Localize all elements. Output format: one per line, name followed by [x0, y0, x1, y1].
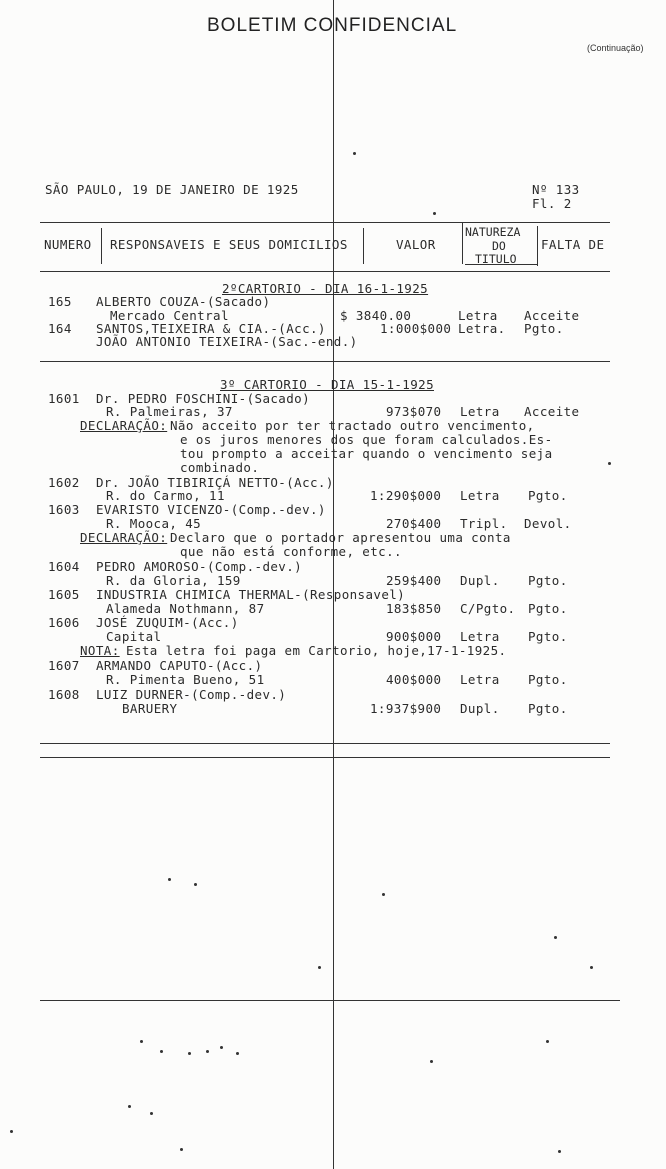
entry-address: R. do Carmo, 11 — [106, 488, 225, 503]
declaration-text: combinado. — [180, 460, 260, 475]
entry-title-type: Letra — [458, 308, 498, 323]
col-header-natureza-titulo: TITULO — [475, 252, 517, 266]
place-date: SÃO PAULO, 19 DE JANEIRO DE 1925 — [45, 182, 299, 197]
entry-value: 1:000$000 — [380, 321, 452, 336]
entry-name: EVARISTO VICENZO-(Comp.-dev.) — [96, 502, 326, 517]
scan-speck — [140, 1040, 143, 1043]
column-divider — [101, 228, 102, 264]
entry-number: 1607 — [48, 658, 80, 673]
entry-value: 183$850 — [386, 601, 442, 616]
scan-speck — [194, 883, 197, 886]
scan-speck — [150, 1112, 153, 1115]
col-header-natureza: NATUREZA — [465, 225, 521, 239]
entry-subline: JOÃO ANTONIO TEIXEIRA-(Sac.-end.) — [96, 334, 358, 349]
entry-title-type: C/Pgto. — [460, 601, 516, 616]
entry-reason: Pgto. — [528, 601, 568, 616]
column-divider — [363, 228, 364, 264]
column-divider — [462, 222, 463, 264]
entry-reason: Pgto. — [528, 573, 568, 588]
declaration-text: Não acceito por ter tractado outro vencimento, — [170, 418, 535, 433]
declaration-text: Declaro que o portador apresentou uma conta — [170, 530, 511, 545]
entry-value: 259$400 — [386, 573, 442, 588]
declaration-label: DECLARAÇÃO: — [80, 530, 168, 545]
entry-address: R. Pimenta Bueno, 51 — [106, 672, 265, 687]
entry-title-type: Dupl. — [460, 573, 500, 588]
table-bottom-rule — [40, 757, 610, 758]
scan-speck — [160, 1050, 163, 1053]
scan-speck — [554, 936, 557, 939]
entry-reason: Pgto. — [528, 701, 568, 716]
declaration-text: que não está conforme, etc.. — [180, 544, 402, 559]
scan-speck — [608, 462, 611, 465]
scan-speck — [180, 1148, 183, 1151]
scan-speck — [10, 1130, 13, 1133]
col-header-natureza-do: DO — [492, 239, 506, 253]
scan-speck — [353, 152, 356, 155]
entry-number: 1601 — [48, 391, 80, 406]
sheet-number: Fl. 2 — [532, 196, 572, 211]
scan-speck — [318, 966, 321, 969]
entry-name: PEDRO AMOROSO-(Comp.-dev.) — [96, 559, 303, 574]
col-header-numero: NUMERO — [44, 237, 92, 252]
section-separator — [40, 361, 610, 362]
scan-speck — [220, 1046, 223, 1049]
section-heading: 3º CARTORIO - DIA 15-1-1925 — [220, 377, 434, 392]
entry-name: JOSÉ ZUQUIM-(Acc.) — [96, 615, 239, 630]
scan-speck — [590, 966, 593, 969]
scan-speck — [382, 893, 385, 896]
entry-number: 1605 — [48, 587, 80, 602]
scan-speck — [236, 1052, 239, 1055]
entry-value: 1:290$000 — [370, 488, 442, 503]
entry-title-type: Letra. — [458, 321, 506, 336]
scan-speck — [128, 1105, 131, 1108]
entry-name: SANTOS,TEIXEIRA & CIA.-(Acc.) — [96, 321, 326, 336]
bulletin-number: Nº 133 — [532, 182, 580, 197]
entry-address: R. Mooca, 45 — [106, 516, 202, 531]
entry-value: $ 3840.00 — [340, 308, 412, 323]
entry-address: Capital — [106, 629, 162, 644]
entry-name: LUIZ DURNER-(Comp.-dev.) — [96, 687, 287, 702]
entry-value: 900$000 — [386, 629, 442, 644]
entry-number: 1604 — [48, 559, 80, 574]
scan-speck — [188, 1052, 191, 1055]
entry-reason: Pgto. — [528, 488, 568, 503]
entry-name: Dr. JOÃO TIBIRIÇÁ NETTO-(Acc.) — [96, 475, 334, 490]
entry-value: 1:937$900 — [370, 701, 442, 716]
table-top-rule — [40, 222, 610, 223]
scan-speck — [168, 878, 171, 881]
entry-value: 270$400 — [386, 516, 442, 531]
declaration-text: tou prompto a acceitar quando o vencimento seja — [180, 446, 553, 461]
entry-value: 973$070 — [386, 404, 442, 419]
scan-speck — [433, 212, 436, 215]
entry-number: 164 — [48, 321, 72, 336]
table-bottom-rule — [40, 743, 610, 744]
entry-reason: Acceite — [524, 404, 580, 419]
entry-reason: Pgto. — [524, 321, 564, 336]
entry-title-type: Tripl. — [460, 516, 508, 531]
entry-value: 400$000 — [386, 672, 442, 687]
note-text: Esta letra foi paga em Cartorio, hoje,17-1-1925. — [126, 643, 507, 658]
entry-address: BARUERY — [122, 701, 178, 716]
entry-number: 1602 — [48, 475, 80, 490]
entry-reason: Devol. — [524, 516, 572, 531]
declaration-text: e os juros menores dos que foram calculados.Es- — [180, 432, 553, 447]
column-divider — [537, 226, 538, 266]
col-header-valor: VALOR — [396, 237, 436, 252]
entry-address: Alameda Nothmann, 87 — [106, 601, 265, 616]
entry-title-type: Letra — [460, 672, 500, 687]
scan-speck — [558, 1150, 561, 1153]
entry-number: 165 — [48, 294, 72, 309]
entry-name: INDUSTRIA CHIMICA THERMAL-(Responsavel) — [96, 587, 406, 602]
note-label: NOTA: — [80, 643, 120, 658]
entry-number: 1608 — [48, 687, 80, 702]
fold-line — [333, 0, 334, 1169]
entry-reason: Pgto. — [528, 629, 568, 644]
entry-address: R. Palmeiras, 37 — [106, 404, 233, 419]
scan-speck — [206, 1050, 209, 1053]
entry-title-type: Letra — [460, 404, 500, 419]
col-header-responsaveis: RESPONSAVEIS E SEUS DOMICILIOS — [110, 237, 348, 252]
titulo-underline — [465, 264, 537, 265]
scan-speck — [430, 1060, 433, 1063]
entry-title-type: Letra — [460, 629, 500, 644]
entry-title-type: Dupl. — [460, 701, 500, 716]
entry-name: ARMANDO CAPUTO-(Acc.) — [96, 658, 263, 673]
section-heading: 2ºCARTORIO - DIA 16-1-1925 — [222, 281, 429, 296]
scan-speck — [546, 1040, 549, 1043]
continuation-label: (Continuação) — [587, 43, 644, 53]
entry-name: ALBERTO COUZA-(Sacado) — [96, 294, 271, 309]
entry-number: 1603 — [48, 502, 80, 517]
page-bottom-rule — [40, 1000, 620, 1001]
declaration-label: DECLARAÇÃO: — [80, 418, 168, 433]
entry-address: Mercado Central — [110, 308, 229, 323]
entry-reason: Pgto. — [528, 672, 568, 687]
entry-name: Dr. PEDRO FOSCHINI-(Sacado) — [96, 391, 310, 406]
entry-title-type: Letra — [460, 488, 500, 503]
col-header-falta: FALTA DE — [541, 237, 605, 252]
entry-number: 1606 — [48, 615, 80, 630]
table-header-rule — [40, 271, 610, 272]
entry-reason: Acceite — [524, 308, 580, 323]
entry-address: R. da Gloria, 159 — [106, 573, 241, 588]
document-title: BOLETIM CONFIDENCIAL — [207, 15, 458, 36]
